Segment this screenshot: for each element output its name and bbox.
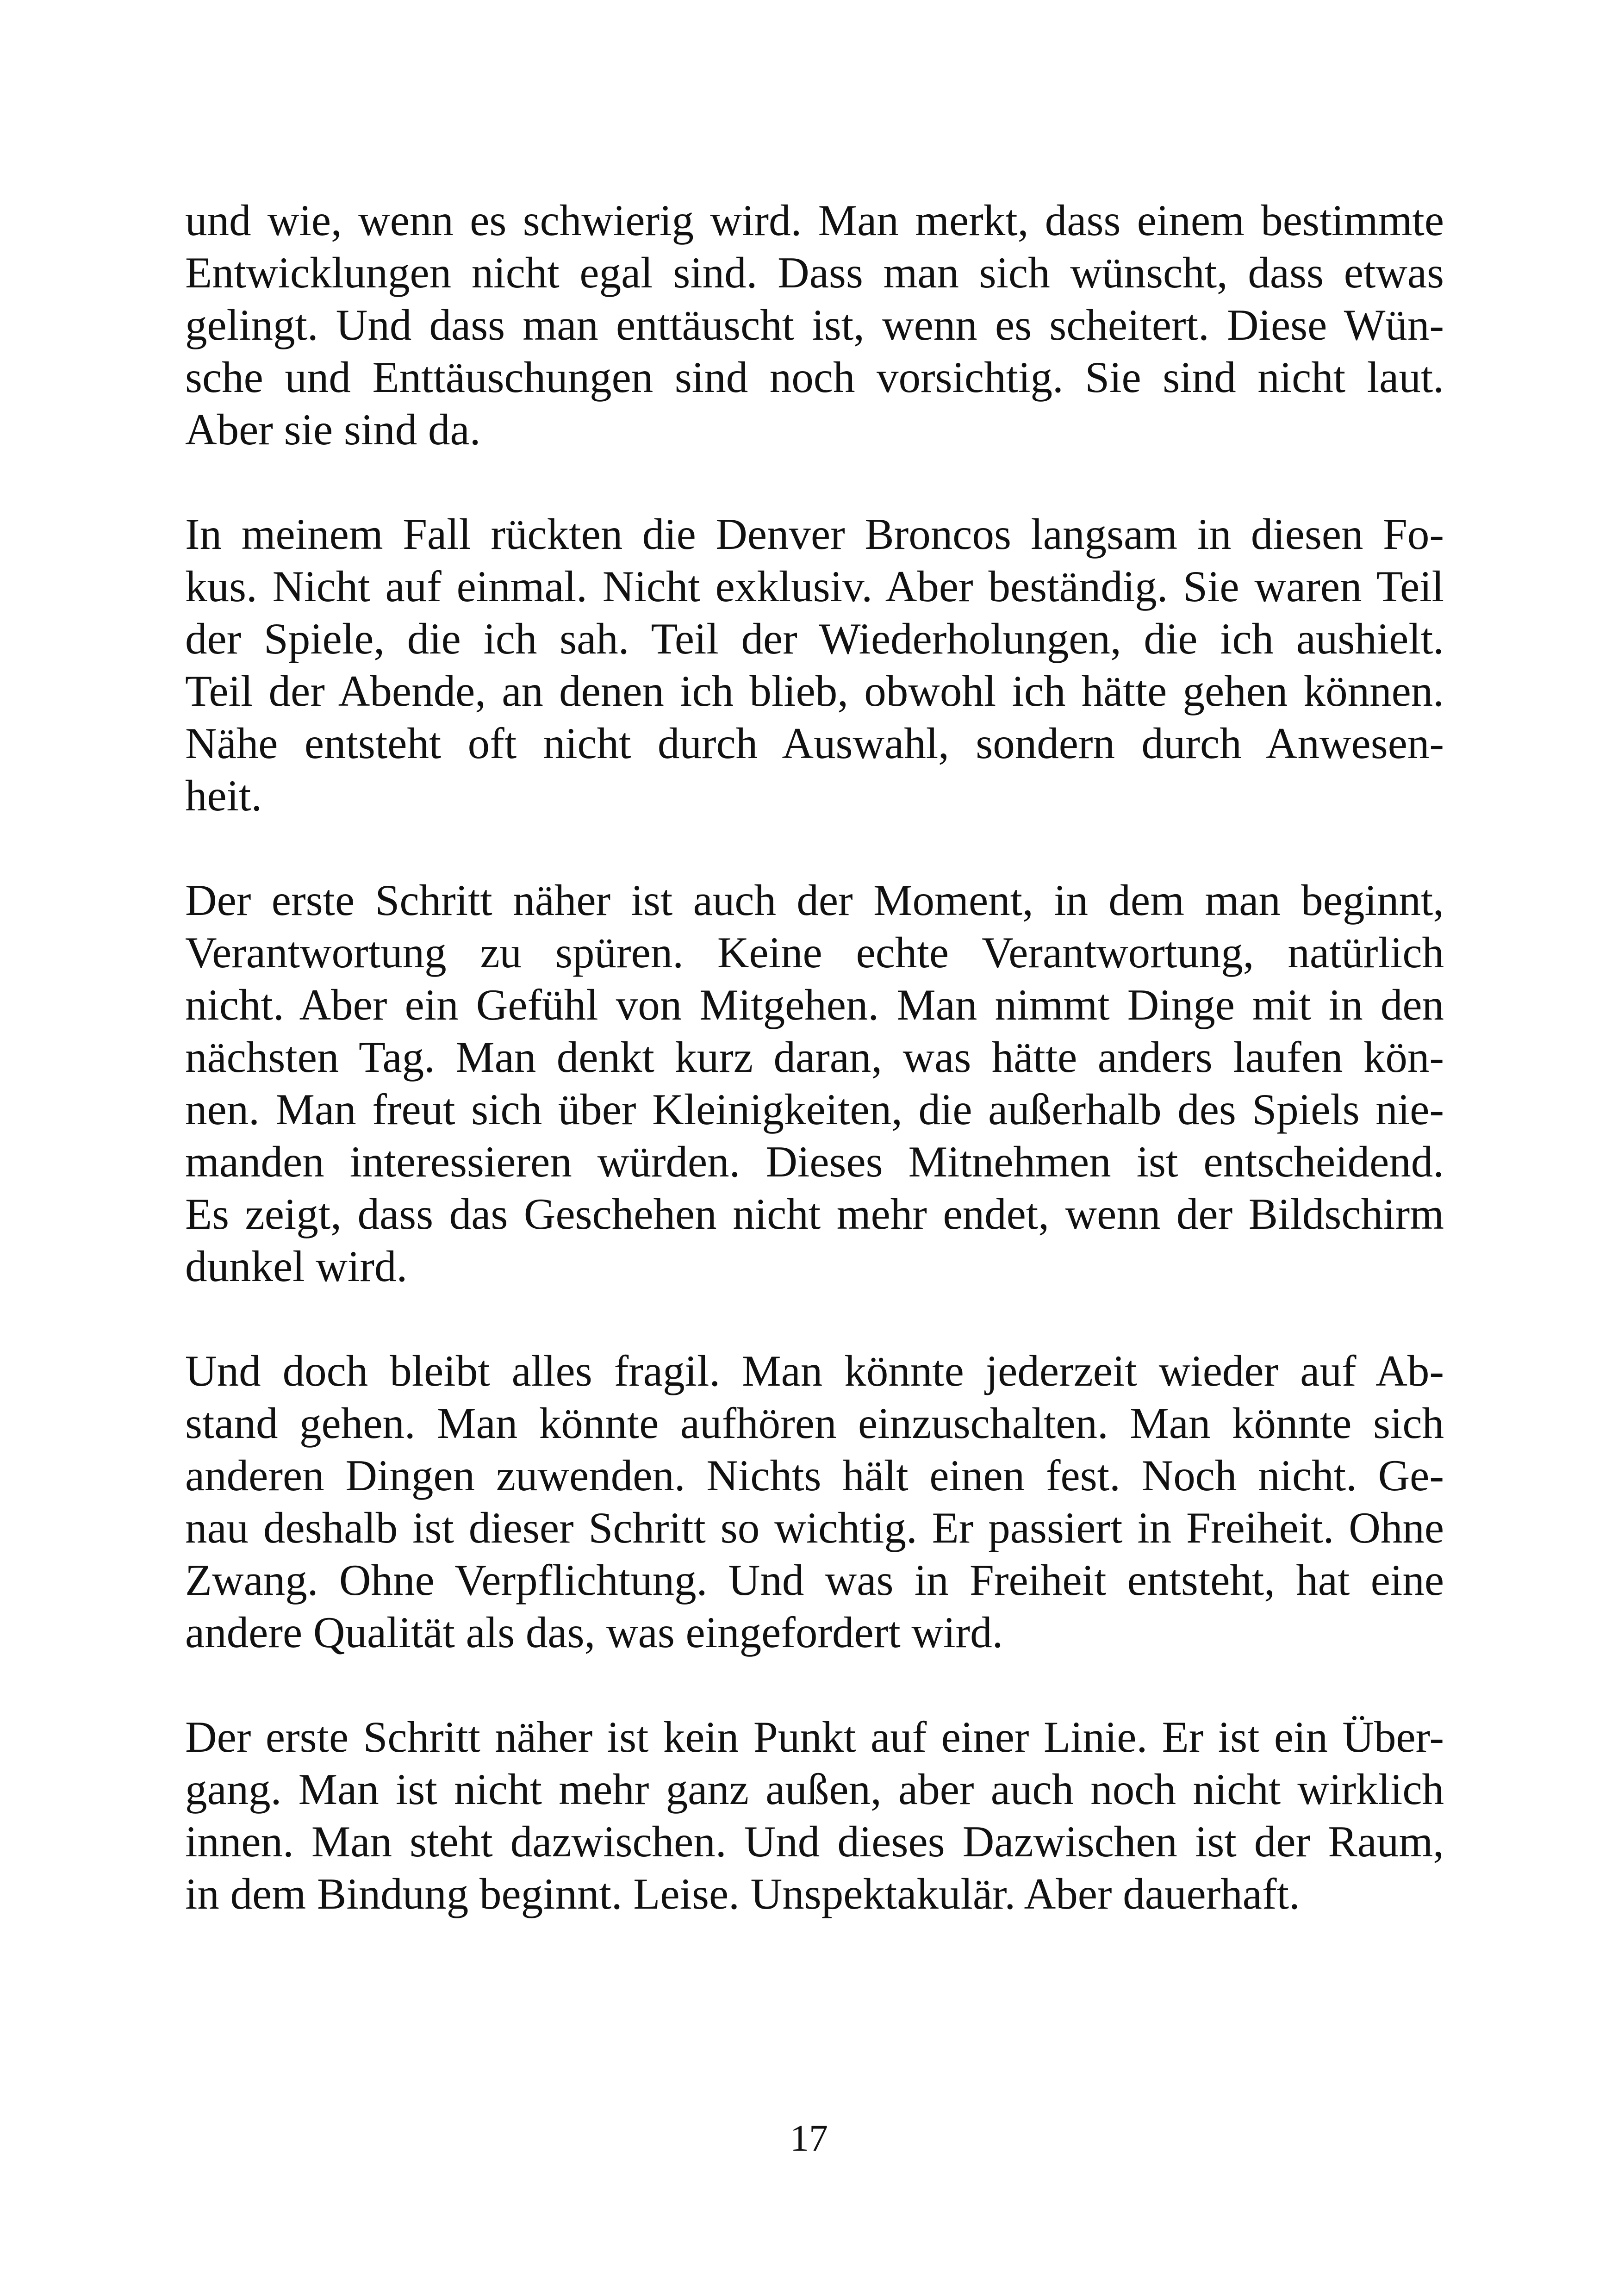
paragraph-3 [185, 874, 1444, 1293]
text-line: Und doch bleibt alles fragil. Man könnte jederzeit wieder auf Ab- [185, 1346, 1444, 1395]
text-line: Aber sie sind da. [185, 405, 481, 454]
text-line: Zwang. Ohne Verpflichtung. Und was in Freiheit entsteht, hat eine [185, 1556, 1444, 1605]
page-number: 17 [790, 2117, 828, 2159]
text-line: In meinem Fall rückten die Denver Broncos langsam in diesen Fo- [185, 510, 1444, 559]
text-line: nächsten Tag. Man denkt kurz daran, was hätte anders laufen kön- [185, 1033, 1444, 1082]
text-line: anderen Dingen zuwenden. Nichts hält einen fest. Noch nicht. Ge- [185, 1451, 1444, 1500]
text-line: heit. [185, 771, 262, 820]
text-line: der Spiele, die ich sah. Teil der Wiederholungen, die ich aushielt. [185, 614, 1444, 663]
text-line: Nähe entsteht oft nicht durch Auswahl, sondern durch Anwesen- [185, 719, 1444, 768]
text-line: nau deshalb ist dieser Schritt so wichtig. Er passiert in Freiheit. Ohne [185, 1503, 1444, 1552]
paragraph-5 [185, 1711, 1444, 1920]
text-line: Verantwortung zu spüren. Keine echte Verantwortung, natürlich [185, 928, 1444, 977]
body-text [185, 194, 1444, 1972]
text-line: andere Qualität als das, was eingefordert wird. [185, 1608, 1003, 1657]
text-line: in dem Bindung beginnt. Leise. Unspektakulär. Aber dauerhaft. [185, 1869, 1300, 1918]
text-line: sche und Enttäuschungen sind noch vorsichtig. Sie sind nicht laut. [185, 353, 1444, 402]
text-line: kus. Nicht auf einmal. Nicht exklusiv. Aber beständig. Sie waren Teil [185, 562, 1444, 611]
text-line: gang. Man ist nicht mehr ganz außen, aber auch noch nicht wirklich [185, 1765, 1444, 1814]
text-line: stand gehen. Man könnte aufhören einzuschalten. Man könnte sich [185, 1399, 1444, 1448]
text-line: und wie, wenn es schwierig wird. Man merkt, dass einem bestimmte [185, 196, 1444, 245]
text-line: dunkel wird. [185, 1242, 408, 1291]
text-line: innen. Man steht dazwischen. Und dieses Dazwischen ist der Raum, [185, 1817, 1444, 1866]
text-line: Teil der Abende, an denen ich blieb, obwohl ich hätte gehen können. [185, 666, 1444, 716]
text-line: manden interessieren würden. Dieses Mitnehmen ist entscheidend. [185, 1137, 1444, 1186]
text-line: gelingt. Und dass man enttäuscht ist, wenn es scheitert. Diese Wün- [185, 300, 1444, 349]
text-line: Der erste Schritt näher ist kein Punkt auf einer Linie. Er ist ein Über- [185, 1712, 1444, 1761]
text-line: Entwicklungen nicht egal sind. Dass man sich wünscht, dass etwas [185, 248, 1444, 297]
text-line: nen. Man freut sich über Kleinigkeiten, die außerhalb des Spiels nie- [185, 1085, 1444, 1134]
paragraph-1 [185, 194, 1444, 456]
paragraph-2 [185, 508, 1444, 822]
text-line: nicht. Aber ein Gefühl von Mitgehen. Man nimmt Dinge mit in den [185, 980, 1444, 1029]
text-line: Es zeigt, dass das Geschehen nicht mehr endet, wenn der Bildschirm [185, 1189, 1444, 1238]
paragraph-4 [185, 1345, 1444, 1659]
text-line: Der erste Schritt näher ist auch der Moment, in dem man beginnt, [185, 876, 1444, 925]
